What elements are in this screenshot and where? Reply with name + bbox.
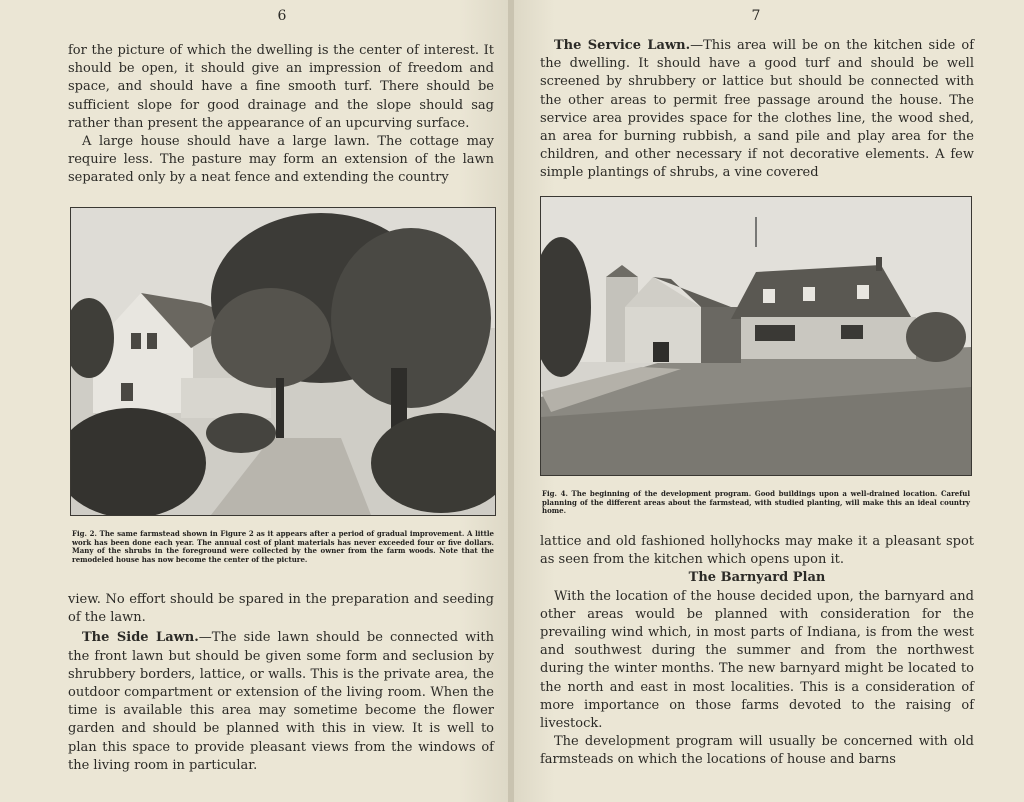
side-lawn-heading: The Side Lawn. — [82, 630, 199, 646]
paragraph: for the picture of which the dwelling is the center of interest. It should be open, it should give an impression of freedom and space, and should have a fine smooth turf. There should be sufficient slope for good drainage and the slope should sag rather than present the appearance of an upcurving surface. — [68, 43, 494, 131]
left-page — [0, 0, 510, 802]
service-lawn-paragraph — [540, 37, 974, 183]
service-lawn-heading: The Service Lawn. — [554, 38, 691, 53]
right-bottom-text — [540, 533, 974, 770]
service-lawn-text: —This area will be on the kitchen side of the dwelling. It should have a good turf and should be well screened by shrubbery or lattice but should be connected with the other areas to permit free passage around the house. The service area provides space for the clothes line, the wood shed, an area for burning rubbish, a sand pile and play area for the children, and other necessary if not decorative elements. A few simple plantings of shrubs, a vine covered — [540, 38, 975, 181]
farmhouse-photo — [70, 207, 496, 516]
left-bottom-text — [68, 591, 494, 775]
page-number: 6 — [277, 8, 287, 24]
right-top-text — [540, 37, 974, 183]
page-number: 7 — [751, 8, 761, 24]
barn-house-photo — [540, 196, 972, 476]
barnyard-heading: The Barnyard Plan — [688, 570, 826, 586]
left-top-text — [68, 42, 494, 188]
paragraph: A large house should have a large lawn. The cottage may require less. The pasture may form an extension of the lawn separated only by a neat fence and extending the country — [68, 134, 494, 186]
paragraph: The development program will usually be concerned with old farmsteads on which the locations of house and barns — [540, 734, 974, 768]
paragraph: With the location of the house decided upon, the barnyard and other areas would be planned with consideration for the prevailing wind which, in most parts of Indiana, is from the west and southwest during the summer and from the northwest during the winter months. The new barnyard might be located to the north and east in most localities. This is a consideration of more importance on those farms devoted to the raising of livestock. — [540, 588, 974, 732]
figure-caption: Fig. 2. The same farmstead shown in Figure 2 as it appears after a period of gradual improvement. A little work has been done each year. The annual cost of plant materials has never exceeded four or five dollars. Many of the shrubs in the foreground were collected by the owner from the farm woods. Note that the remodeled house has now become the center of the picture. — [72, 529, 494, 564]
paragraph: view. No effort should be spared in the preparation and seeding of the lawn. — [68, 592, 494, 626]
right-page — [514, 0, 1024, 802]
side-lawn-paragraph — [68, 629, 494, 775]
figure-caption: Fig. 4. The beginning of the development program. Good buildings upon a well-drained location. Careful planning of the different areas about the farmstead, with studied planting, will make this an ideal country home. — [542, 489, 970, 516]
side-lawn-text: —The side lawn should be connected with the front lawn but should be given some form and seclusion by shrubbery borders, lattice, or walls. This is the private area, the outdoor compartment or extension of the living room. When the time is available this area may sometime become the flower garden and should be planned with this in view. It is well to plan this space to provide pleasant views from the windows of the living room in particular. — [68, 630, 495, 773]
paragraph: lattice and old fashioned hollyhocks may make it a pleasant spot as seen from the kitchen which opens upon it. — [540, 534, 974, 568]
